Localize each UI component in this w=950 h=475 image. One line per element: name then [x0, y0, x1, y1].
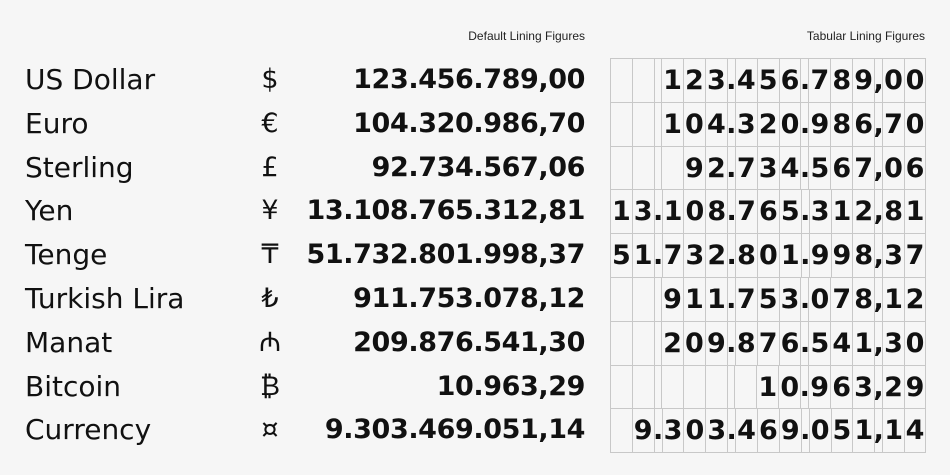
tabular-digit-cell: 1 [705, 277, 727, 321]
tabular-separator-cell: . [654, 189, 662, 233]
currency-symbol: € [261, 107, 279, 139]
tabular-digit-cell: 6 [830, 146, 852, 190]
tabular-digit-cell: 7 [735, 189, 757, 233]
table-row [0, 321, 950, 365]
tabular-digit-cell: 1 [610, 189, 632, 233]
tabular-digit-cell: 0 [809, 408, 831, 452]
tabular-digit-cell [632, 102, 654, 146]
tabular-separator-cell [654, 277, 661, 321]
tabular-digit-cell: 7 [852, 146, 874, 190]
tabular-digit-cell: 1 [904, 189, 926, 233]
tabular-separator-cell [727, 365, 734, 409]
tabular-digit-cell: 0 [683, 189, 705, 233]
tabular-digit-cell: 3 [757, 146, 779, 190]
tabular-digit-cell: 8 [852, 233, 874, 277]
header-default-lining-figures: Default Lining Figures [468, 29, 585, 43]
tabular-digit-cell: 0 [683, 321, 705, 365]
tabular-digit-cell [661, 365, 683, 409]
tabular-digit-cell: 6 [757, 189, 779, 233]
currency-name: Currency [25, 413, 152, 447]
tabular-digit-cell [610, 277, 632, 321]
tabular-separator-cell: , [874, 58, 882, 102]
currency-name: Yen [25, 194, 74, 228]
table-row [0, 146, 950, 190]
tabular-digit-cell: 1 [661, 102, 683, 146]
tabular-digit-cell [661, 146, 683, 190]
tabular-digit-cell: 5 [757, 58, 779, 102]
default-figures-value: 9.303.469.051,14 [324, 414, 585, 446]
tabular-digit-cell: 2 [661, 321, 683, 365]
tabular-separator-cell: . [727, 102, 735, 146]
tabular-digit-cell: 9 [683, 146, 705, 190]
tabular-digit-cell: 2 [683, 58, 705, 102]
tabular-digit-cell: 1 [882, 277, 904, 321]
currency-symbol: ₺ [261, 283, 279, 314]
tabular-digit-cell [610, 321, 632, 365]
tabular-separator-cell: . [727, 146, 735, 190]
grid-bottom-line [610, 452, 926, 453]
tabular-digit-cell: 3 [735, 102, 757, 146]
tabular-digit-cell: 0 [808, 277, 830, 321]
tabular-digit-cell: 1 [852, 321, 874, 365]
tabular-digit-cell: 6 [779, 321, 801, 365]
tabular-separator-cell: , [874, 365, 882, 409]
table-row [0, 58, 950, 102]
tabular-digit-cell: 0 [779, 102, 801, 146]
table-row [0, 102, 950, 146]
tabular-digit-cell [632, 146, 654, 190]
tabular-digit-cell: 9 [705, 321, 727, 365]
tabular-digit-cell: 5 [779, 189, 801, 233]
currency-name: Bitcoin [25, 369, 122, 403]
tabular-figures-value [610, 102, 926, 146]
tabular-digit-cell: 8 [735, 233, 757, 277]
tabular-digit-cell: 2 [705, 233, 727, 277]
tabular-separator-cell: . [800, 58, 808, 102]
tabular-digit-cell: 6 [830, 365, 852, 409]
tabular-separator-cell: . [727, 321, 735, 365]
tabular-digit-cell [610, 146, 632, 190]
tabular-digit-cell: 9 [904, 365, 926, 409]
tabular-digit-cell: 7 [808, 58, 830, 102]
tabular-digit-cell: 5 [808, 146, 830, 190]
currency-symbol: ₸ [261, 239, 279, 271]
default-figures-value: 51.732.801.998,37 [306, 239, 585, 271]
tabular-digit-cell: 7 [830, 277, 852, 321]
tabular-digit-cell: 9 [632, 408, 654, 452]
header-tabular-lining-figures: Tabular Lining Figures [806, 29, 925, 43]
tabular-digit-cell: 6 [852, 102, 874, 146]
currency-name: Tenge [25, 238, 108, 272]
tabular-digit-cell: 2 [904, 277, 926, 321]
tabular-digit-cell: 8 [830, 102, 852, 146]
tabular-digit-cell: 1 [632, 233, 654, 277]
tabular-digit-cell: 2 [757, 102, 779, 146]
tabular-separator-cell: . [800, 277, 808, 321]
tabular-separator-cell: . [727, 233, 735, 277]
tabular-digit-cell: 7 [882, 102, 904, 146]
default-figures-value: 13.108.765.312,81 [306, 195, 585, 227]
tabular-figures-value [610, 277, 926, 321]
tabular-digit-cell: 3 [632, 189, 654, 233]
currency-name: Manat [25, 325, 113, 359]
table-row [0, 408, 950, 452]
currency-symbol: ¤ [261, 414, 279, 446]
tabular-separator-cell: . [654, 233, 662, 277]
tabular-digit-cell: 3 [882, 233, 904, 277]
tabular-digit-cell [610, 365, 632, 409]
tabular-figures-value [610, 408, 926, 452]
tabular-digit-cell: 6 [757, 408, 779, 452]
tabular-digit-cell: 3 [683, 233, 705, 277]
tabular-separator-cell [654, 321, 661, 365]
tabular-figures-value [610, 146, 926, 190]
tabular-digit-cell: 2 [882, 365, 904, 409]
tabular-digit-cell: 8 [830, 58, 852, 102]
tabular-digit-cell: 3 [882, 321, 904, 365]
tabular-separator-cell: . [727, 189, 735, 233]
currency-symbol: ₿ [260, 370, 280, 402]
tabular-digit-cell: 0 [757, 233, 779, 277]
currency-name: Turkish Lira [25, 282, 185, 315]
tabular-digit-cell: 4 [735, 58, 757, 102]
default-figures-value: 104.320.986,70 [353, 107, 585, 139]
tabular-digit-cell: 7 [904, 233, 926, 277]
tabular-digit-cell: 3 [809, 189, 831, 233]
tabular-separator-cell: , [874, 189, 882, 233]
tabular-separator-cell: . [801, 408, 809, 452]
tabular-digit-cell [632, 365, 654, 409]
tabular-digit-cell: 7 [735, 146, 757, 190]
tabular-figures-value [610, 365, 926, 409]
tabular-digit-cell: 3 [852, 365, 874, 409]
tabular-digit-cell: 8 [705, 189, 727, 233]
tabular-digit-cell: 3 [705, 408, 727, 452]
tabular-digit-cell [734, 365, 756, 409]
tabular-digit-cell: 0 [778, 365, 800, 409]
tabular-separator-cell: , [874, 277, 882, 321]
table-row [0, 189, 950, 233]
tabular-digit-cell: 4 [904, 408, 926, 452]
tabular-digit-cell: 1 [683, 277, 705, 321]
tabular-digit-cell [610, 102, 632, 146]
tabular-digit-cell: 0 [904, 321, 926, 365]
tabular-separator-cell [654, 58, 661, 102]
tabular-digit-cell: 4 [705, 102, 727, 146]
tabular-separator-cell: , [874, 146, 882, 190]
default-figures-value: 92.734.567,06 [371, 151, 585, 183]
tabular-digit-cell: 0 [683, 408, 705, 452]
tabular-separator-cell: . [800, 365, 808, 409]
tabular-figures-value [610, 233, 926, 277]
tabular-digit-cell: 1 [831, 189, 853, 233]
tabular-digit-cell: 6 [779, 58, 801, 102]
tabular-separator-cell [654, 365, 661, 409]
tabular-figures-value [610, 58, 926, 102]
tabular-separator-cell: , [874, 321, 882, 365]
default-figures-value: 10.963,29 [436, 370, 585, 402]
tabular-digit-cell: 7 [735, 277, 757, 321]
tabular-digit-cell: 3 [705, 58, 727, 102]
tabular-separator-cell: , [874, 102, 882, 146]
tabular-digit-cell: 9 [852, 58, 874, 102]
tabular-separator-cell: . [727, 277, 735, 321]
tabular-digit-cell: 3 [779, 277, 801, 321]
tabular-digit-cell: 6 [904, 146, 926, 190]
tabular-digit-cell: 5 [831, 408, 853, 452]
tabular-digit-cell: 1 [661, 58, 683, 102]
tabular-digit-cell: 7 [757, 321, 779, 365]
tabular-separator-cell: . [727, 408, 735, 452]
tabular-figures-value [610, 321, 926, 365]
tabular-digit-cell: 9 [831, 233, 853, 277]
currency-symbol: ¥ [261, 195, 279, 227]
tabular-digit-cell: 9 [809, 233, 831, 277]
tabular-separator-cell: . [800, 146, 808, 190]
table-row [0, 277, 950, 321]
tabular-digit-cell [705, 365, 727, 409]
currency-symbol: ₼ [259, 326, 281, 358]
tabular-digit-cell: 1 [852, 408, 874, 452]
tabular-digit-cell: 5 [610, 233, 632, 277]
currency-symbol: $ [261, 64, 279, 95]
tabular-separator-cell: . [801, 189, 809, 233]
tabular-digit-cell: 9 [779, 408, 801, 452]
tabular-separator-cell [654, 146, 661, 190]
tabular-digit-cell: 7 [662, 233, 684, 277]
currency-symbol: £ [261, 151, 279, 183]
tabular-separator-cell: . [801, 233, 809, 277]
tabular-separator-cell: , [874, 233, 882, 277]
default-figures-value: 123.456.789,00 [353, 64, 585, 95]
tabular-separator-cell [654, 102, 661, 146]
tabular-digit-cell: 8 [735, 321, 757, 365]
tabular-digit-cell: 2 [705, 146, 727, 190]
currency-name: Sterling [25, 150, 134, 184]
tabular-digit-cell: 3 [662, 408, 684, 452]
tabular-digit-cell: 4 [779, 146, 801, 190]
tabular-digit-cell: 8 [882, 189, 904, 233]
tabular-digit-cell: 9 [661, 277, 683, 321]
tabular-digit-cell: 8 [852, 277, 874, 321]
tabular-digit-cell [632, 277, 654, 321]
currency-name: US Dollar [25, 63, 156, 96]
tabular-separator-cell: . [800, 321, 808, 365]
tabular-digit-cell: 4 [830, 321, 852, 365]
tabular-figures-value [610, 189, 926, 233]
tabular-digit-cell: 1 [756, 365, 778, 409]
table-row [0, 233, 950, 277]
tabular-digit-cell: 1 [779, 233, 801, 277]
tabular-digit-cell [610, 408, 632, 452]
tabular-digit-cell: 4 [735, 408, 757, 452]
default-figures-value: 209.876.541,30 [353, 326, 585, 358]
tabular-separator-cell: . [800, 102, 808, 146]
tabular-digit-cell: 9 [808, 102, 830, 146]
tabular-separator-cell: . [654, 408, 662, 452]
tabular-digit-cell: 0 [882, 58, 904, 102]
tabular-digit-cell [683, 365, 705, 409]
tabular-digit-cell: 1 [662, 189, 684, 233]
tabular-digit-cell: 0 [683, 102, 705, 146]
tabular-digit-cell: 2 [852, 189, 874, 233]
tabular-digit-cell [632, 321, 654, 365]
tabular-digit-cell: 5 [757, 277, 779, 321]
table-row [0, 365, 950, 409]
tabular-separator-cell: . [727, 58, 735, 102]
tabular-digit-cell: 0 [904, 58, 926, 102]
tabular-digit-cell: 0 [882, 146, 904, 190]
tabular-digit-cell: 5 [808, 321, 830, 365]
tabular-separator-cell: , [874, 408, 882, 452]
tabular-digit-cell: 0 [904, 102, 926, 146]
tabular-digit-cell [610, 58, 632, 102]
default-figures-value: 911.753.078,12 [353, 283, 585, 314]
currency-name: Euro [25, 106, 89, 140]
tabular-digit-cell: 1 [882, 408, 904, 452]
tabular-digit-cell: 9 [808, 365, 830, 409]
tabular-digit-cell [632, 58, 654, 102]
